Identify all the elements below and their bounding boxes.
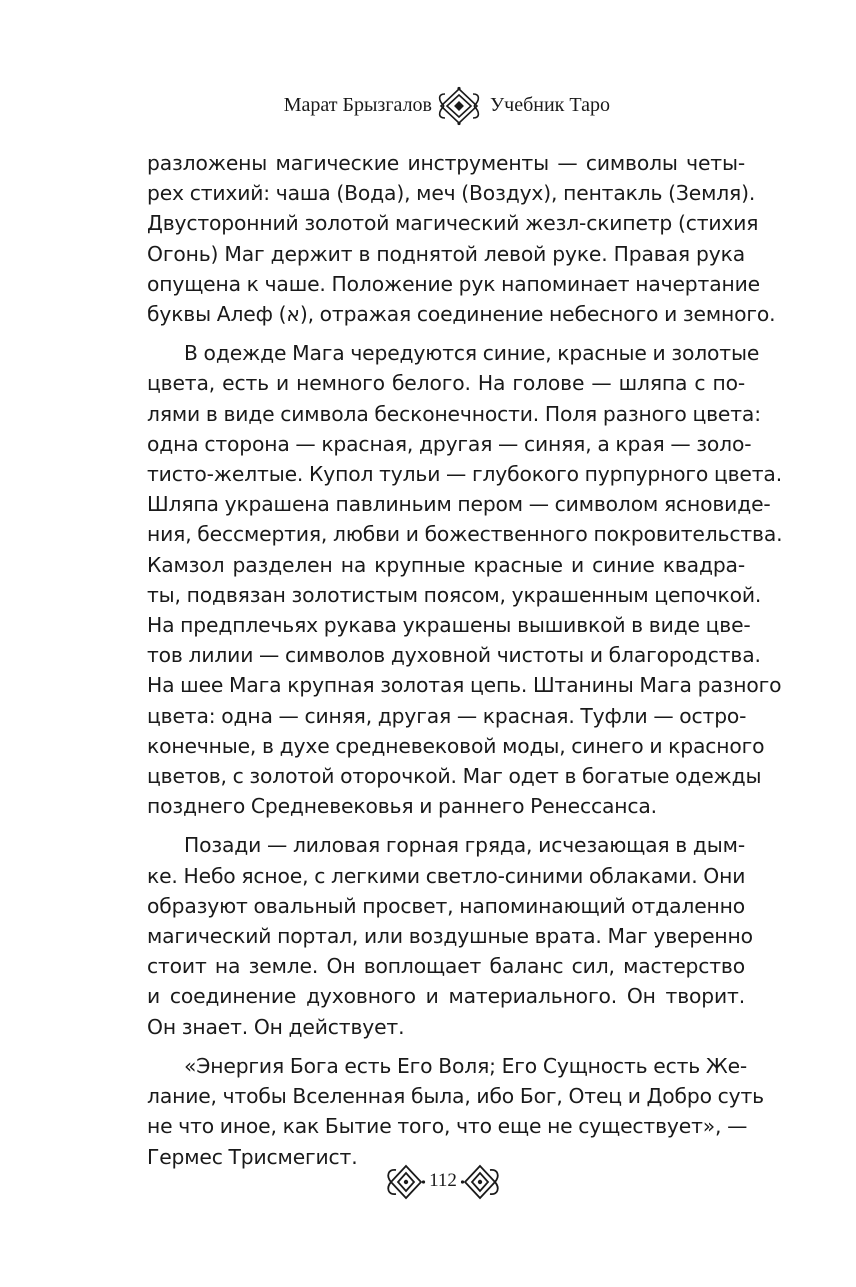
ornament-icon	[436, 86, 482, 126]
text-line: разложены магические инструменты — символы четы-	[147, 151, 745, 175]
page-footer	[0, 1161, 856, 1203]
text-line: магический портал, или воздушные врата. Маг уверенно	[147, 924, 753, 949]
text-line: Гермес Трисмегист.	[147, 1144, 358, 1169]
text-line: Он знает. Он действует.	[147, 1014, 405, 1039]
text-line: цветов, с золотой оторочкой. Маг одет в богатые одежды	[147, 764, 762, 789]
text-line: стоит на земле. Он воплощает баланс сил, мастерство	[147, 954, 745, 979]
text-line: и соединение духовного и материального. Он творит.	[147, 984, 745, 1009]
text-line: На предплечьях рукава украшены вышивкой в виде цве-	[147, 613, 751, 638]
paragraph	[147, 830, 753, 1041]
text-line: ты, подвязан золотистым поясом, украшенным цепочкой.	[147, 582, 762, 607]
paragraph	[147, 148, 776, 329]
text-line: Позади — лиловая горная гряда, исчезающая в дым-	[184, 833, 745, 858]
text-line: рех стихий: чаша (Вода), меч (Воздух), пентакль (Земля).	[147, 181, 756, 206]
text-line: позднего Средневековья и раннего Ренессанса.	[147, 794, 657, 819]
text-line: тов лилии — символов духовной чистоты и благородства.	[147, 643, 761, 668]
text-line: Огонь) Маг держит в поднятой левой руке. Правая рука	[147, 241, 745, 266]
main-text	[147, 148, 783, 1181]
text-line: Двусторонний золотой магический жезл-скипетр (стихия	[147, 211, 759, 236]
text-line: ке. Небо ясное, с легкими светло-синими облаками. Они	[147, 863, 746, 888]
page-number: 112	[429, 1170, 457, 1191]
paragraph-quote	[147, 1051, 764, 1172]
text-line: В одежде Мага чередуются синие, красные и золотые	[184, 341, 760, 366]
text-line: конечные, в духе средневековой моды, синего и красного	[147, 733, 765, 758]
header-book-title: Учебник Таро	[490, 94, 610, 116]
text-line: не что иное, как Бытие того, что еще не существует», —	[147, 1114, 748, 1139]
text-line: тисто-желтые. Купол тульи — глубокого пурпурного цвета.	[147, 462, 782, 487]
ornament-left-icon	[386, 1163, 426, 1201]
text-line: «Энергия Бога есть Его Воля; Его Сущность есть Же-	[184, 1053, 748, 1078]
text-line: Шляпа украшена павлиньим пером — символом ясновиде-	[147, 492, 771, 517]
text-line: цвета, есть и немного белого. На голове — шляпа с по-	[147, 371, 745, 396]
text-line: опущена к чаше. Положение рук напоминает начертание	[147, 271, 760, 296]
text-line: лание, чтобы Вселенная была, ибо Бог, Отец и Добро суть	[147, 1084, 764, 1109]
text-line: лями в виде символа бесконечности. Поля разного цвета:	[147, 401, 761, 426]
text-line: цвета: одна — синяя, другая — красная. Туфли — остро-	[147, 703, 747, 728]
text-line: образуют овальный просвет, напоминающий отдаленно	[147, 893, 745, 918]
text-line: буквы Алеф (א), отражая соединение небесного и земного.	[147, 302, 776, 327]
running-header	[0, 86, 856, 126]
text-line: Камзол разделен на крупные красные и синие квадра-	[147, 552, 745, 577]
ornament-right-icon	[460, 1163, 500, 1201]
text-line: одна сторона — красная, другая — синяя, а края — золо-	[147, 431, 752, 456]
header-author: Марат Брызгалов	[283, 94, 432, 116]
text-line: На шее Мага крупная золотая цепь. Штанины Мага разного	[147, 673, 782, 698]
text-line: ния, бессмертия, любви и божественного покровительства.	[147, 522, 783, 547]
paragraph	[147, 338, 783, 821]
